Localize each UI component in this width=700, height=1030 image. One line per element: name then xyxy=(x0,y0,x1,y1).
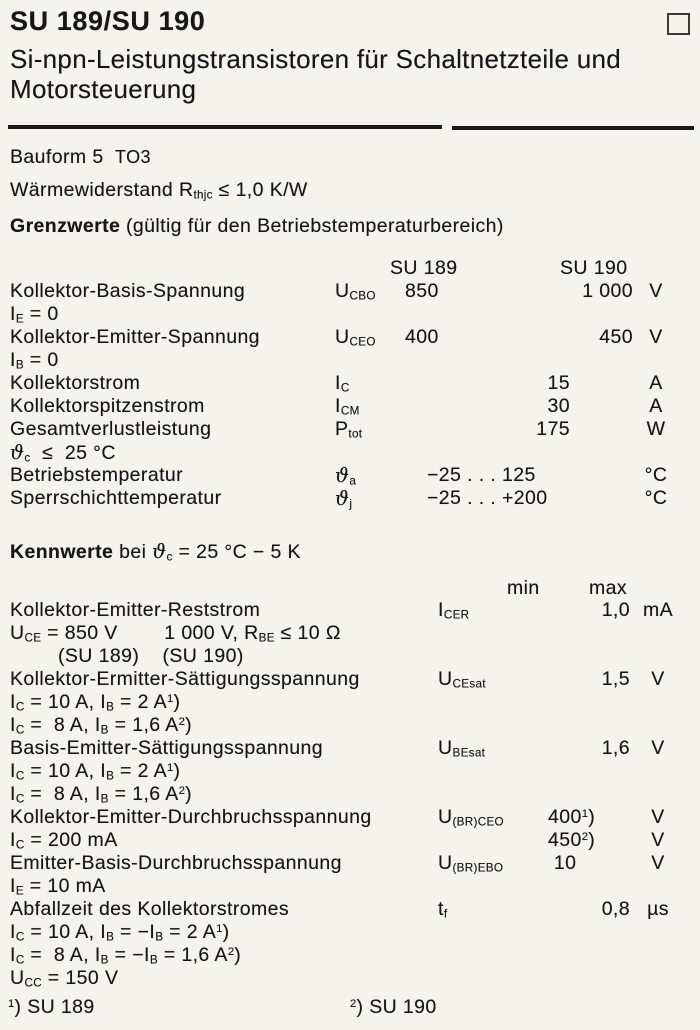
value-max: 1,6 xyxy=(601,737,630,759)
unit-label: V xyxy=(649,326,663,348)
footnote-2: $^2$) SU 190 xyxy=(350,996,437,1018)
table-row xyxy=(0,464,700,487)
part-description-line2: Motorsteuerung xyxy=(10,74,197,104)
param-name: Emitter-Basis-Durchbruchsspannung xyxy=(10,852,342,874)
param-symbol: $U_{CEsat}$ xyxy=(438,668,486,691)
param-symbol: $U_{CEO}$ xyxy=(335,326,376,349)
part-description xyxy=(10,44,621,104)
table-row xyxy=(0,921,700,944)
unit-label: V xyxy=(651,829,665,851)
divider xyxy=(452,126,694,130)
param-name: Abfallzeit des Kollektorstromes xyxy=(10,898,290,920)
value-range: −25 . . . 125 xyxy=(427,464,536,486)
kennwerte-title: Kennwerte xyxy=(10,541,114,563)
kennwerte-subnote: bei $ϑ_c = 25$ °C − 5 K xyxy=(113,540,301,564)
param-condition: $I_E = 10$ mA xyxy=(10,875,106,898)
param-name: Kollektor-Emitter-Durchbruchsspannung xyxy=(10,806,372,828)
param-condition: $I_B = 0$ xyxy=(10,349,59,372)
param-symbol: $ϑ_j$ xyxy=(335,487,353,511)
thermal-resistance-line: Wärmewiderstand $R_{thjc} \le 1,0$ K/W xyxy=(10,179,308,202)
unit-label: V xyxy=(651,852,665,874)
grenzwerte-subnote: (gültig für den Betriebstemperaturbereich) xyxy=(120,215,504,237)
value-su190: 450 xyxy=(599,326,633,348)
limits-table xyxy=(0,280,700,510)
value-range: −25 . . . +200 xyxy=(427,487,548,509)
param-symbol: $I_{CM}$ xyxy=(335,395,360,418)
value-su189: 850 xyxy=(405,280,439,302)
table-row xyxy=(0,645,700,668)
value-min: $400^1$) xyxy=(548,806,596,828)
bauform-line xyxy=(10,146,151,169)
table-row xyxy=(0,668,700,691)
param-symbol: $ϑ_a$ xyxy=(335,464,357,488)
param-condition: $I_C = 10$ A, $I_B = 2$ $A^1$) xyxy=(10,691,181,714)
param-condition: (SU 189) (SU 190) xyxy=(58,645,244,667)
table-row xyxy=(0,349,700,372)
table-row xyxy=(0,280,700,303)
characteristics-column-headers xyxy=(0,577,700,600)
param-name: Gesamtverlustleistung xyxy=(10,418,212,440)
value-su190: 1 000 xyxy=(582,280,633,302)
table-row xyxy=(0,395,700,418)
unit-label: µs xyxy=(647,898,669,920)
param-symbol: $I_C$ xyxy=(335,372,350,395)
param-condition: $I_C = 10$ A, $I_B = 2$ $A^1$) xyxy=(10,760,181,783)
param-name: Kollektor-Emitter-Reststrom xyxy=(10,599,261,621)
param-symbol: $U_{(BR)EBO}$ xyxy=(438,852,504,875)
value-max: 1,0 xyxy=(601,599,630,621)
table-row xyxy=(0,487,700,510)
param-symbol: $U_{(BR)CEO}$ xyxy=(438,806,504,829)
table-row xyxy=(0,599,700,622)
unit-label: °C xyxy=(644,487,668,509)
table-row xyxy=(0,326,700,349)
value-max: 1,5 xyxy=(601,668,630,690)
value-max: 0,8 xyxy=(601,898,630,920)
param-condition: $I_C = 200$ mA xyxy=(10,829,118,852)
table-row xyxy=(0,737,700,760)
value-min: 10 xyxy=(548,852,577,874)
param-symbol: $U_{CBO}$ xyxy=(335,280,376,303)
param-symbol: $P_{tot}$ xyxy=(335,418,363,441)
table-row xyxy=(0,418,700,441)
column-header-min: min xyxy=(507,577,540,599)
part-description-line1: Si-npn-Leistungstransistoren für Schaltnetzteile und xyxy=(10,44,622,74)
unit-label: A xyxy=(649,372,663,394)
param-symbol: $t_f$ xyxy=(438,898,448,921)
table-row xyxy=(0,967,700,990)
table-row xyxy=(0,441,700,464)
table-row xyxy=(0,898,700,921)
unit-label: V xyxy=(649,280,663,302)
param-condition: $I_E = 0$ xyxy=(10,303,59,326)
unit-label: W xyxy=(646,418,666,440)
table-row xyxy=(0,783,700,806)
table-row xyxy=(0,806,700,829)
table-row xyxy=(0,829,700,852)
table-row xyxy=(0,622,700,645)
table-row xyxy=(0,303,700,326)
param-name: Kollektor-Basis-Spannung xyxy=(10,280,246,302)
table-row xyxy=(0,944,700,967)
divider xyxy=(8,125,442,129)
grenzwerte-title: Grenzwerte xyxy=(10,215,121,237)
footnote-1: $^1$) SU 189 xyxy=(8,996,95,1018)
value-su189: 400 xyxy=(405,326,439,348)
section-heading-kennwerte xyxy=(10,540,301,564)
column-header-su189: SU 189 xyxy=(390,257,458,279)
param-condition: $ϑ_c \le 25$ °C xyxy=(10,441,116,465)
unit-label: V xyxy=(651,806,665,828)
param-condition: $I_C = 8$ A, $I_B = -I_B = 1,6$ $A^2$) xyxy=(10,944,242,967)
table-row xyxy=(0,875,700,898)
value-common: 30 xyxy=(547,395,570,417)
value-min: $450^2$) xyxy=(548,829,596,851)
column-header-su190: SU 190 xyxy=(560,257,628,279)
package-label: TO3 xyxy=(115,147,151,167)
unit-label: A xyxy=(649,395,663,417)
param-name: Sperrschichttemperatur xyxy=(10,487,222,509)
param-name: Kollektorspitzenstrom xyxy=(10,395,205,417)
table-row xyxy=(0,372,700,395)
limits-column-headers xyxy=(0,257,700,280)
param-condition: $U_{CE} = 850$ V 1 000 V, $R_{BE} \le 10$ Ω xyxy=(10,622,341,645)
table-row xyxy=(0,691,700,714)
unit-label: V xyxy=(651,737,665,759)
param-name: Kollektor-Ermitter-Sättigungsspannung xyxy=(10,668,360,690)
value-common: 175 xyxy=(536,418,570,440)
page-title: SU 189/SU 190 xyxy=(10,6,206,36)
section-heading-grenzwerte xyxy=(10,215,504,238)
table-row xyxy=(0,714,700,737)
param-condition: $I_C = 8$ A, $I_B = 1,6$ $A^2$) xyxy=(10,783,193,806)
checkbox-square-icon xyxy=(667,13,690,35)
unit-label: °C xyxy=(644,464,668,486)
param-symbol: $U_{BEsat}$ xyxy=(438,737,486,760)
unit-label: mA xyxy=(642,599,674,621)
unit-label: V xyxy=(651,668,665,690)
footnotes xyxy=(0,996,700,1019)
bauform-label: Bauform 5 xyxy=(10,146,104,168)
param-symbol: $I_{CER}$ xyxy=(438,599,470,622)
characteristics-table xyxy=(0,599,700,990)
table-row xyxy=(0,760,700,783)
param-name: Betriebstemperatur xyxy=(10,464,184,486)
param-name: Kollektor-Emitter-Spannung xyxy=(10,326,260,348)
param-condition: $U_{CC} = 150$ V xyxy=(10,967,119,990)
value-common: 15 xyxy=(547,372,570,394)
param-condition: $I_C = 8$ A, $I_B = 1,6$ $A^2$) xyxy=(10,714,193,737)
param-name: Basis-Emitter-Sättigungsspannung xyxy=(10,737,324,759)
param-name: Kollektorstrom xyxy=(10,372,141,394)
param-condition: $I_C = 10$ A, $I_B = -I_B = 2$ $A^1$) xyxy=(10,921,230,944)
column-header-max: max xyxy=(589,577,628,599)
table-row xyxy=(0,852,700,875)
